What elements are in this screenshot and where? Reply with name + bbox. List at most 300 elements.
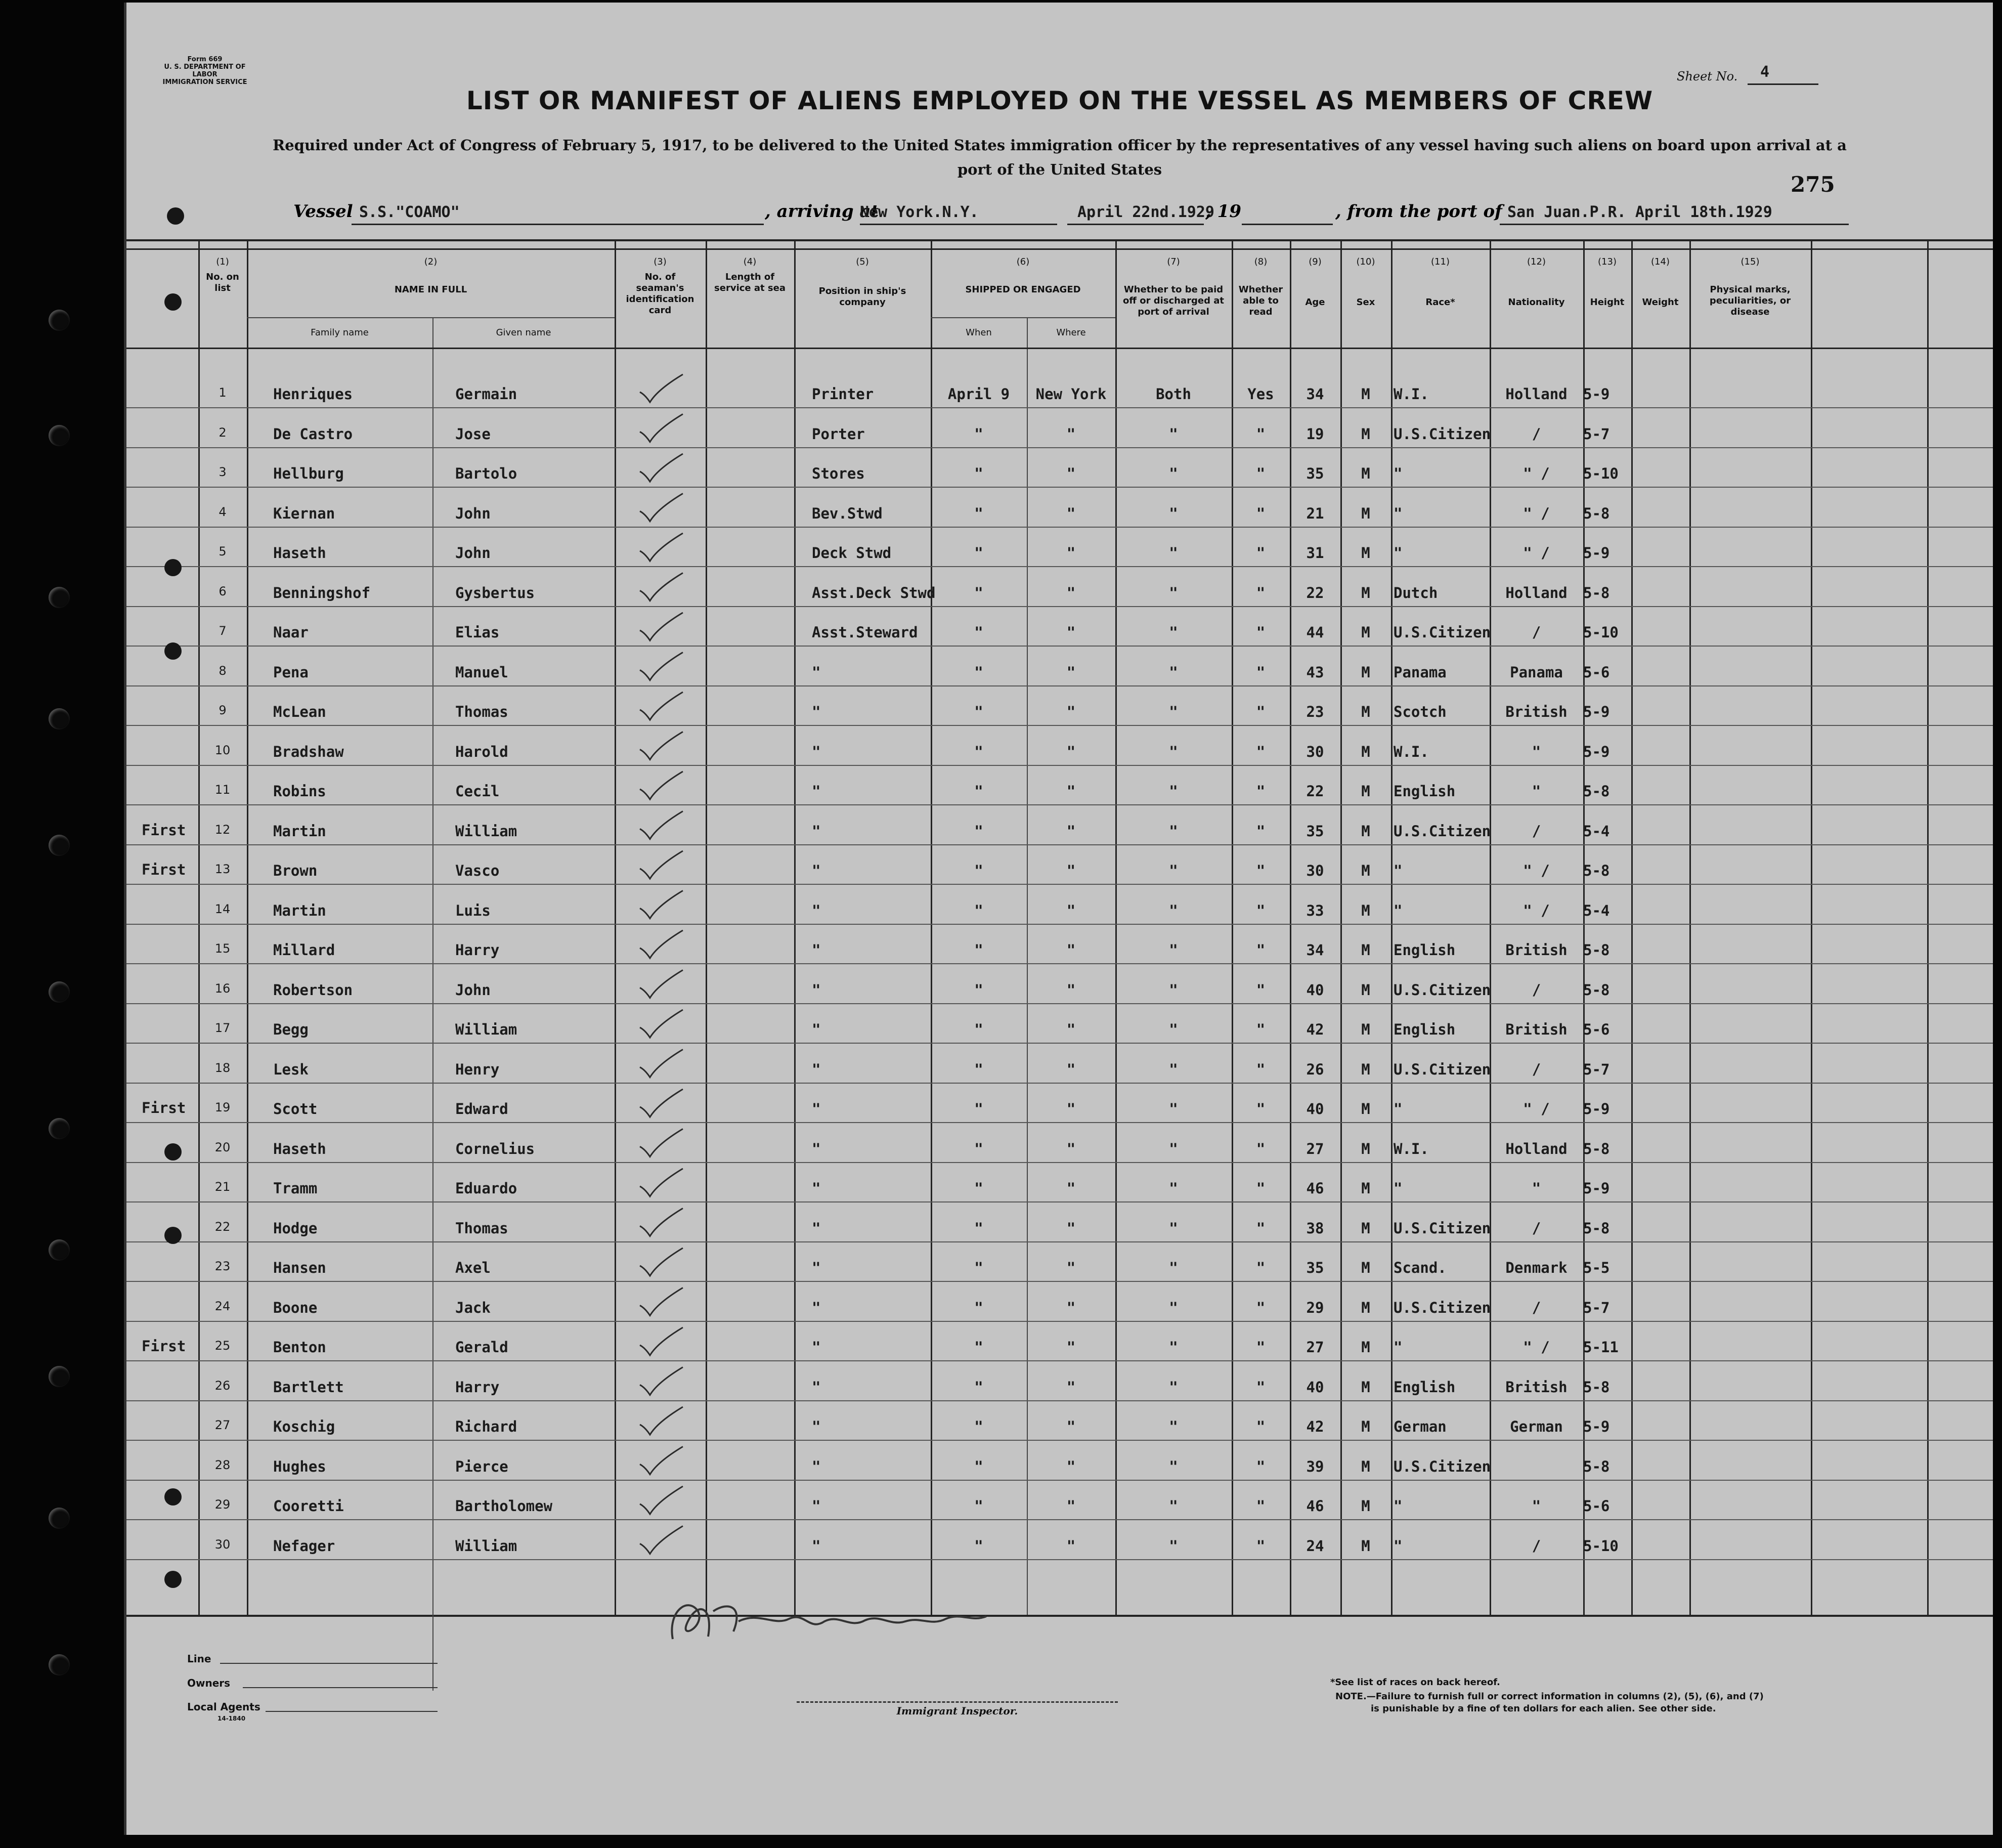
binder-hole <box>49 1366 70 1387</box>
paid-off-cell: " <box>1169 1299 1178 1316</box>
footer-note-line-1: NOTE.—Failure to furnish full or correct information in columns (2), (5), (6), and (7) <box>1335 1691 1764 1702</box>
able-to-read-cell: " <box>1256 465 1266 482</box>
race-cell: U.S.Citizen <box>1394 822 1491 840</box>
family-name-cell: Scott <box>273 1100 318 1118</box>
sheet-value: 4 <box>1760 63 1770 81</box>
family-name-cell: Martin <box>273 822 326 840</box>
family-name-cell: De Castro <box>273 425 353 443</box>
header-no-on-list: No. on list <box>206 272 239 293</box>
header-name-in-full: NAME IN FULL <box>394 284 467 295</box>
col-num: (4) <box>743 256 757 267</box>
shipped-when-cell: " <box>974 425 983 443</box>
checkmark-stroke <box>640 891 683 919</box>
position-cell: " <box>812 663 821 681</box>
race-cell: " <box>1394 1100 1403 1118</box>
age-cell: 22 <box>1306 584 1324 601</box>
family-name-cell: Bradshaw <box>273 743 344 760</box>
paid-off-cell: " <box>1169 703 1178 720</box>
manifest-table <box>126 239 1993 1617</box>
nationality-cell: " / <box>1523 544 1550 562</box>
nationality-cell: British <box>1505 1021 1568 1038</box>
vessel-value: S.S."COAMO" <box>359 203 460 221</box>
header-family-name: Family name <box>311 327 369 338</box>
given-name-cell: Harry <box>455 941 500 959</box>
nationality-cell: British <box>1505 703 1568 720</box>
race-cell: U.S.Citizen <box>1394 1060 1491 1078</box>
shipped-when-cell: " <box>974 1100 983 1118</box>
document-hole <box>167 207 184 225</box>
shipped-where-cell: " <box>1066 941 1076 959</box>
shipped-where-cell: " <box>1066 783 1076 800</box>
height-cell: 5-8 <box>1583 941 1610 959</box>
shipped-when-cell: " <box>974 663 983 681</box>
paid-off-cell: " <box>1169 862 1178 879</box>
stamp-number: 275 <box>1791 172 1835 197</box>
checkmark-stroke <box>640 1248 683 1276</box>
shipped-when-cell: " <box>974 703 983 720</box>
race-cell: " <box>1394 465 1403 482</box>
checkmark-stroke <box>640 613 683 640</box>
age-cell: 29 <box>1306 1299 1324 1316</box>
race-cell: U.S.Citizen <box>1394 1299 1491 1316</box>
able-to-read-cell: " <box>1256 1457 1266 1475</box>
sex-cell: M <box>1361 425 1370 443</box>
nationality-cell: / <box>1532 425 1541 443</box>
row-rule <box>126 1519 1993 1520</box>
race-cell: " <box>1394 1339 1403 1356</box>
shipped-when-cell: " <box>974 981 983 999</box>
given-name-cell: Eduardo <box>455 1180 517 1197</box>
family-name-cell: Benton <box>273 1339 326 1356</box>
shipped-when-cell: " <box>974 1418 983 1435</box>
shipped-where-cell: " <box>1066 703 1076 720</box>
arrival-date-value: April 22nd.1929 <box>1077 203 1214 221</box>
sex-cell: M <box>1361 663 1370 681</box>
sex-cell: M <box>1361 1339 1370 1356</box>
row-number-cell: 17 <box>214 1021 231 1035</box>
row-rule <box>126 963 1993 964</box>
given-name-cell: Luis <box>455 901 491 919</box>
checkmark-stroke <box>640 653 683 680</box>
paid-off-cell: " <box>1169 1418 1178 1435</box>
shipped-when-cell: " <box>974 1259 983 1276</box>
sex-cell: M <box>1361 624 1370 641</box>
age-cell: 33 <box>1306 901 1324 919</box>
row-number-cell: 8 <box>219 663 227 678</box>
position-cell: " <box>812 1299 821 1316</box>
checkmark-stroke <box>640 374 683 402</box>
shipped-where-cell: " <box>1066 663 1076 681</box>
sex-cell: M <box>1361 1418 1370 1435</box>
race-cell: Dutch <box>1394 584 1438 601</box>
footer-line-label: Line <box>187 1653 211 1665</box>
position-cell: " <box>812 1140 821 1157</box>
age-cell: 35 <box>1306 465 1324 482</box>
sex-cell: M <box>1361 1497 1370 1515</box>
sex-cell: M <box>1361 544 1370 562</box>
height-cell: 5-10 <box>1583 1537 1619 1555</box>
row-number-cell: 11 <box>214 783 231 797</box>
given-name-cell: Harold <box>455 743 508 760</box>
checkmark-stroke <box>640 454 683 482</box>
binder-hole <box>49 708 70 729</box>
age-cell: 24 <box>1306 1537 1324 1555</box>
height-cell: 5-8 <box>1583 1140 1610 1157</box>
row-number-cell: 25 <box>214 1339 231 1353</box>
paid-off-cell: " <box>1169 941 1178 959</box>
sex-cell: M <box>1361 1299 1370 1316</box>
able-to-read-cell: " <box>1256 1140 1266 1157</box>
document-hole <box>164 1143 182 1161</box>
header-id-card: No. of seaman's identification card <box>626 272 694 316</box>
header-position: Position in ship's company <box>818 286 906 308</box>
able-to-read-cell: " <box>1256 1219 1266 1237</box>
col-num: (1) <box>216 256 229 267</box>
shipped-when-cell: " <box>974 1299 983 1316</box>
age-cell: 23 <box>1306 703 1324 720</box>
family-name-cell: Bartlett <box>273 1378 344 1396</box>
height-cell: 5-9 <box>1583 743 1610 760</box>
given-name-cell: Jose <box>455 425 491 443</box>
given-name-cell: Harry <box>455 1378 500 1396</box>
nationality-cell: / <box>1532 1060 1541 1078</box>
given-name-cell: Jack <box>455 1299 491 1316</box>
nationality-cell: Holland <box>1505 1140 1568 1157</box>
position-cell: " <box>812 1457 821 1475</box>
position-cell: Stores <box>812 465 865 482</box>
nationality-cell: " <box>1532 1180 1541 1197</box>
position-cell: " <box>812 743 821 760</box>
sex-cell: M <box>1361 1378 1370 1396</box>
shipped-where-cell: " <box>1066 743 1076 760</box>
position-cell: Asst.Deck Stwd <box>812 584 936 601</box>
height-cell: 5-6 <box>1583 1497 1610 1515</box>
shipped-where-cell: " <box>1066 1140 1076 1157</box>
col-num: (6) <box>1016 256 1030 267</box>
row-rule <box>126 566 1993 567</box>
row-number-cell: 13 <box>214 862 231 876</box>
family-name-cell: Tramm <box>273 1180 318 1197</box>
age-cell: 40 <box>1306 1100 1324 1118</box>
paid-off-cell: " <box>1169 1140 1178 1157</box>
sex-cell: M <box>1361 465 1370 482</box>
height-cell: 5-4 <box>1583 901 1610 919</box>
given-name-cell: Thomas <box>455 703 508 720</box>
given-name-cell: Germain <box>455 385 517 403</box>
header-weight: Weight <box>1642 297 1679 308</box>
position-cell: " <box>812 1219 821 1237</box>
sex-cell: M <box>1361 862 1370 879</box>
col-num: (5) <box>856 256 869 267</box>
age-cell: 19 <box>1306 425 1324 443</box>
height-cell: 5-9 <box>1583 1180 1610 1197</box>
row-number-cell: 12 <box>214 822 231 837</box>
height-cell: 5-9 <box>1583 1418 1610 1435</box>
height-cell: 5-7 <box>1583 425 1610 443</box>
able-to-read-cell: " <box>1256 703 1266 720</box>
binder-hole <box>49 835 70 856</box>
sex-cell: M <box>1361 385 1370 403</box>
paid-off-cell: " <box>1169 1219 1178 1237</box>
nationality-cell: British <box>1505 941 1568 959</box>
family-name-cell: Brown <box>273 862 318 879</box>
given-name-cell: John <box>455 544 491 562</box>
height-cell: 5-6 <box>1583 1021 1610 1038</box>
header-paid-off: Whether to be paid off or discharged at port of arrival <box>1123 284 1224 317</box>
race-cell: " <box>1394 1180 1403 1197</box>
year-label: , 19 <box>1205 201 1241 222</box>
family-name-cell: Boone <box>273 1299 318 1316</box>
footer-owners-label: Owners <box>187 1677 231 1689</box>
nationality-cell: Denmark <box>1505 1259 1568 1276</box>
row-rule <box>126 765 1993 766</box>
row-rule <box>126 1440 1993 1441</box>
service-name: IMMIGRATION SERVICE <box>162 78 247 86</box>
nationality-cell: " / <box>1523 465 1550 482</box>
paid-off-cell: " <box>1169 624 1178 641</box>
document-hole <box>164 559 182 576</box>
position-cell: " <box>812 1378 821 1396</box>
race-cell: English <box>1394 941 1456 959</box>
sex-cell: M <box>1361 1219 1370 1237</box>
able-to-read-cell: " <box>1256 544 1266 562</box>
position-cell: Asst.Steward <box>812 624 918 641</box>
able-to-read-cell: Yes <box>1247 385 1274 403</box>
given-name-cell: Richard <box>455 1418 517 1435</box>
shipped-when-cell: " <box>974 1021 983 1038</box>
able-to-read-cell: " <box>1256 743 1266 760</box>
row-number-cell: 21 <box>214 1180 231 1194</box>
checkmark-stroke <box>640 1209 683 1236</box>
able-to-read-cell: " <box>1256 1497 1266 1515</box>
family-name-cell: Hansen <box>273 1259 326 1276</box>
age-cell: 44 <box>1306 624 1324 641</box>
age-cell: 42 <box>1306 1021 1324 1038</box>
header-when: When <box>966 327 992 338</box>
able-to-read-cell: " <box>1256 624 1266 641</box>
checkmark-stroke <box>640 930 683 958</box>
shipped-when-cell: April 9 <box>947 385 1010 403</box>
given-name-cell: John <box>455 981 491 999</box>
nationality-cell: " <box>1532 783 1541 800</box>
given-name-cell: Bartolo <box>455 465 517 482</box>
subtitle-line-1: Required under Act of Congress of February 5, 1917, to be delivered to the United States immigration officer by the representatives of any vessel having such aliens on board upon arrival at a <box>273 137 1847 154</box>
col-num: (12) <box>1527 256 1546 267</box>
shipped-where-cell: " <box>1066 1180 1076 1197</box>
shipped-where-cell: " <box>1066 1537 1076 1555</box>
shipped-when-cell: " <box>974 1180 983 1197</box>
given-name-cell: Thomas <box>455 1219 508 1237</box>
race-cell: German <box>1394 1418 1447 1435</box>
paid-off-cell: " <box>1169 1259 1178 1276</box>
row-rule <box>126 1400 1993 1401</box>
race-cell: " <box>1394 1497 1403 1515</box>
header-height: Height <box>1590 297 1625 308</box>
col-num: (14) <box>1651 256 1670 267</box>
position-cell: " <box>812 901 821 919</box>
age-cell: 40 <box>1306 981 1324 999</box>
col-num: (13) <box>1598 256 1617 267</box>
checkmark-stroke <box>640 1050 683 1078</box>
position-cell: " <box>812 1180 821 1197</box>
first-class-note: First <box>142 861 186 878</box>
paid-off-cell: " <box>1169 663 1178 681</box>
given-name-cell: Bartholomew <box>455 1497 553 1515</box>
shipped-where-cell: " <box>1066 981 1076 999</box>
paid-off-cell: " <box>1169 1339 1178 1356</box>
form-id-block <box>157 56 253 86</box>
paid-off-cell: Both <box>1156 385 1191 403</box>
manifest-document <box>124 3 1993 1835</box>
shipped-where-cell: " <box>1066 1457 1076 1475</box>
checkmark-stroke <box>640 811 683 839</box>
checkmark-stroke <box>640 771 683 799</box>
race-cell: " <box>1394 504 1403 522</box>
row-rule <box>126 844 1993 845</box>
shipped-where-cell: " <box>1066 504 1076 522</box>
shipped-when-cell: " <box>974 941 983 959</box>
nationality-cell: British <box>1505 1378 1568 1396</box>
header-sex: Sex <box>1356 297 1375 308</box>
able-to-read-cell: " <box>1256 1100 1266 1118</box>
shipped-when-cell: " <box>974 1537 983 1555</box>
age-cell: 46 <box>1306 1180 1324 1197</box>
row-number-cell: 1 <box>219 385 227 400</box>
row-number-cell: 24 <box>214 1299 231 1313</box>
able-to-read-cell: " <box>1256 941 1266 959</box>
able-to-read-cell: " <box>1256 504 1266 522</box>
paid-off-cell: " <box>1169 425 1178 443</box>
given-name-cell: Manuel <box>455 663 508 681</box>
race-cell: Scand. <box>1394 1259 1447 1276</box>
sex-cell: M <box>1361 783 1370 800</box>
height-cell: 5-8 <box>1583 1219 1610 1237</box>
row-rule <box>126 1201 1993 1202</box>
row-rule <box>126 725 1993 726</box>
height-cell: 5-8 <box>1583 862 1610 879</box>
shipped-where-cell: " <box>1066 624 1076 641</box>
inspector-signature <box>658 1591 1022 1657</box>
given-name-cell: William <box>455 1021 517 1038</box>
height-cell: 5-7 <box>1583 1299 1610 1316</box>
binder-hole <box>49 1654 70 1675</box>
paid-off-cell: " <box>1169 783 1178 800</box>
checkmark-stroke <box>640 1327 683 1355</box>
given-name-cell: William <box>455 1537 517 1555</box>
header-physical: Physical marks, peculiarities, or disease <box>1709 284 1791 317</box>
col-num: (7) <box>1167 256 1180 267</box>
row-rule <box>126 1281 1993 1282</box>
shipped-when-cell: " <box>974 1060 983 1078</box>
binder-hole <box>49 310 70 331</box>
age-cell: 38 <box>1306 1219 1324 1237</box>
age-cell: 30 <box>1306 862 1324 879</box>
able-to-read-cell: " <box>1256 1021 1266 1038</box>
able-to-read-cell: " <box>1256 1299 1266 1316</box>
row-number-cell: 3 <box>219 465 227 479</box>
sex-cell: M <box>1361 584 1370 601</box>
sex-cell: M <box>1361 703 1370 720</box>
binder-hole <box>49 425 70 446</box>
sex-cell: M <box>1361 822 1370 840</box>
from-port-value: San Juan.P.R. April 18th.1929 <box>1507 203 1772 221</box>
age-cell: 22 <box>1306 783 1324 800</box>
shipped-when-cell: " <box>974 901 983 919</box>
header-race: Race* <box>1425 297 1455 308</box>
row-number-cell: 27 <box>214 1418 231 1432</box>
binder-hole <box>49 1508 70 1529</box>
shipped-where-cell: " <box>1066 1418 1076 1435</box>
checkmark-stroke <box>640 414 683 442</box>
given-name-cell: Henry <box>455 1060 500 1078</box>
position-cell: " <box>812 941 821 959</box>
row-number-cell: 30 <box>214 1537 231 1552</box>
nationality-cell: / <box>1532 1219 1541 1237</box>
first-class-note: First <box>142 1338 186 1355</box>
row-rule <box>126 1162 1993 1163</box>
family-name-cell: Kiernan <box>273 504 335 522</box>
shipped-where-cell: " <box>1066 862 1076 879</box>
height-cell: 5-9 <box>1583 1100 1610 1118</box>
footer-inspector-label: Immigrant Inspector. <box>896 1705 1018 1717</box>
position-cell: " <box>812 703 821 720</box>
row-number-cell: 26 <box>214 1378 231 1393</box>
age-cell: 46 <box>1306 1497 1324 1515</box>
row-number-cell: 29 <box>214 1497 231 1512</box>
height-cell: 5-8 <box>1583 584 1610 601</box>
row-rule <box>126 487 1993 488</box>
shipped-where-cell: " <box>1066 1339 1076 1356</box>
sex-cell: M <box>1361 1537 1370 1555</box>
family-name-cell: Haseth <box>273 544 326 562</box>
row-number-cell: 10 <box>214 743 231 757</box>
shipped-when-cell: " <box>974 1219 983 1237</box>
row-rule <box>126 1559 1993 1560</box>
given-name-cell: Cecil <box>455 783 500 800</box>
nationality-cell: / <box>1532 981 1541 999</box>
nationality-cell: / <box>1532 624 1541 641</box>
shipped-when-cell: " <box>974 584 983 601</box>
position-cell: " <box>812 1060 821 1078</box>
paid-off-cell: " <box>1169 1060 1178 1078</box>
family-name-cell: Naar <box>273 624 309 641</box>
paid-off-cell: " <box>1169 584 1178 601</box>
row-rule <box>126 1321 1993 1322</box>
shipped-where-cell: " <box>1066 465 1076 482</box>
given-name-cell: Gerald <box>455 1339 508 1356</box>
checkmark-stroke <box>640 1407 683 1435</box>
col-num: (3) <box>654 256 667 267</box>
height-cell: 5-11 <box>1583 1339 1619 1356</box>
position-cell: Bev.Stwd <box>812 504 883 522</box>
col-num: (10) <box>1356 256 1375 267</box>
row-rule <box>126 407 1993 408</box>
checkmark-stroke <box>640 1526 683 1554</box>
arriving-value: New York.N.Y. <box>860 203 979 221</box>
able-to-read-cell: " <box>1256 1060 1266 1078</box>
form-number: Form 669 <box>187 56 223 63</box>
sex-cell: M <box>1361 1100 1370 1118</box>
given-name-cell: William <box>455 822 517 840</box>
row-rule <box>126 1122 1993 1123</box>
checkmark-stroke <box>640 1129 683 1157</box>
height-cell: 5-7 <box>1583 1060 1610 1078</box>
row-number-cell: 22 <box>214 1219 231 1234</box>
row-number-cell: 9 <box>219 703 227 717</box>
binder-hole <box>49 1118 70 1139</box>
paid-off-cell: " <box>1169 822 1178 840</box>
race-cell: W.I. <box>1394 743 1429 760</box>
